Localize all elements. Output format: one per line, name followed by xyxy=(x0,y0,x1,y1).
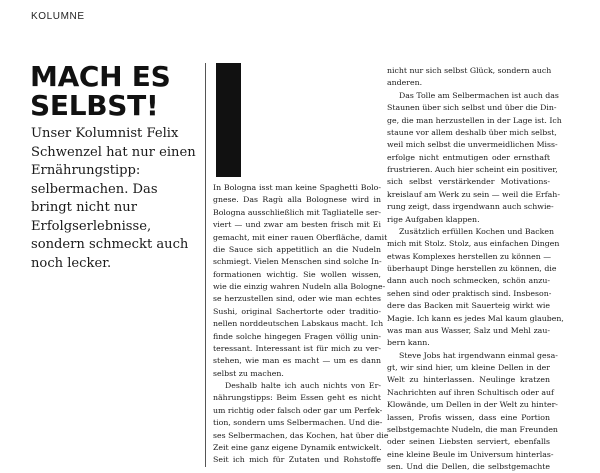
text-line: Zusätzlich erfüllen Kochen und Backen xyxy=(399,226,554,236)
text-line: Steve Jobs hat irgendwann einmal gesa- xyxy=(399,350,558,360)
text-line: die Sauce sich appetitlich an die Nudeln xyxy=(213,244,381,254)
text-line: selbstgemachte Nudeln, die man Freunden xyxy=(387,424,558,434)
article-column-1 xyxy=(213,182,389,467)
text-line: überhaupt Dinge herstellen zu können, die xyxy=(387,264,557,273)
section-label: KOLUMNE xyxy=(31,11,85,22)
text-line: lassen, Profis wissen, dass eine Portion xyxy=(387,412,550,422)
text-line: tion, sondern ums Selbermachen. Und die- xyxy=(213,418,383,428)
text-line: kreislauf am Werk zu sein — weil die Erfah- xyxy=(387,189,560,199)
text-line: dere das Backen mit Sauerteig wirkt wie xyxy=(387,301,550,311)
text-line: sen. Und die Dellen, die selbstgemachte xyxy=(387,462,550,471)
text-line: mich mit Stolz. Stolz, aus einfachen Dingen xyxy=(387,239,560,249)
text-line: frustrieren. Auch hier scheint ein positiver, xyxy=(387,165,558,174)
text-line: dann auch noch schmecken, schön anzu- xyxy=(387,276,550,286)
text-line: formationen wichtig. Sie wollen wissen, xyxy=(213,269,381,279)
text-line: oder seinen Liebsten serviert, ebenfalls xyxy=(387,437,550,447)
text-line: sehen sind oder praktisch sind. Insbeson- xyxy=(387,288,552,298)
text-line: gt, wir sind hier, um kleine Dellen in der xyxy=(387,363,550,372)
article-headline: MACH ES SELBST! xyxy=(30,60,171,122)
text-line: gemacht, mit einer rauen Oberfläche, damit xyxy=(213,232,388,242)
text-line: Das Tolle am Selbermachen ist auch das xyxy=(399,90,559,100)
text-line: weil mich selbst die unvermeidlichen Miss- xyxy=(387,140,558,150)
text-line: schmiegt. Vielen Menschen sind solche In- xyxy=(213,257,382,267)
text-line: viert — und zwar am besten frisch mit Ei xyxy=(213,220,381,230)
column-divider xyxy=(205,63,206,467)
text-line: anderen. xyxy=(387,78,423,88)
text-line: stehen, wie man es macht — um es dann xyxy=(213,356,381,366)
text-line: staune vor allem deshalb über mich selbst, xyxy=(387,127,557,137)
text-line: Welt zu hinterlassen. Neulinge kratzen xyxy=(387,375,550,385)
text-line: nellen norddeutschen Labskaus macht. Ich xyxy=(213,319,384,329)
text-line: rung zeigt, dass irgendwann auch schwie- xyxy=(387,202,554,212)
text-line: eine kleine Beule im Universum hinterlas- xyxy=(387,449,554,459)
text-line: gnese. Das Ragù alla Bolognese wird in xyxy=(213,195,381,205)
text-line: Zeit eine ganz eigene Dynamik entwickelt. xyxy=(213,442,382,452)
text-line: erfolge nicht entmutigen oder ernsthaft xyxy=(387,152,550,162)
text-line: Staunen über sich selbst und über die Din- xyxy=(387,103,557,113)
text-line: ses Selbermachen, das Kochen, hat über die xyxy=(213,430,389,440)
article-intro: Unser Kolumnist Felix Schwenzel hat nur einen Ernährungstipp: selbermachen. Das bringt nicht nur Erfolgserlebnisse, sondern schmeckt auch noch lecker. xyxy=(31,126,196,271)
text-line: um richtig oder falsch oder gar um Perfek- xyxy=(213,405,383,415)
text-line: rige Aufgaben klappen. xyxy=(387,214,480,224)
text-line: Nachrichten auf ihren Schultisch oder auf xyxy=(387,387,554,397)
text-line: nicht nur sich selbst Glück, sondern auch xyxy=(387,66,552,75)
text-line: etwas Komplexes herstellen zu können — xyxy=(387,251,552,261)
text-line: sich selbst verstärkender Motivations- xyxy=(387,177,550,187)
text-line: wie die einzig wahren Nudeln alla Bologne- xyxy=(213,282,386,291)
text-line: teressant. Interessant ist für mich zu ver- xyxy=(213,343,381,353)
text-line: Sushi, original Sachertorte oder traditio- xyxy=(213,306,381,316)
text-line: finde solche hingegen Fragen völlig unin- xyxy=(213,331,381,341)
text-line: ge, die man herzustellen in der Lage ist. Ich xyxy=(387,115,562,125)
text-line: se herzustellen sind, oder wie man echtes xyxy=(213,294,381,304)
article-column-2 xyxy=(387,65,564,473)
text-line: Bologna ausschließlich mit Tagliatelle ser- xyxy=(213,207,381,217)
text-line: Seit ich mich für Zutaten und Rohstoffe xyxy=(213,455,381,465)
text-line: nährungstipps: Beim Essen geht es nicht xyxy=(213,393,381,403)
text-line: In Bologna isst man keine Spaghetti Bolo- xyxy=(213,183,381,192)
text-line: bern kann. xyxy=(387,338,430,348)
drop-cap-i xyxy=(216,63,241,177)
text-line: was man aus Wasser, Salz und Mehl zau- xyxy=(387,325,550,335)
text-line: Magie. Ich kann es jedes Mal kaum glauben, xyxy=(387,313,564,323)
text-line: selbst zu machen. xyxy=(213,368,284,378)
text-line: Klowände, um Dellen in der Welt zu hinter- xyxy=(387,400,558,410)
text-line: Deshalb halte ich auch nichts von Er- xyxy=(225,381,381,390)
